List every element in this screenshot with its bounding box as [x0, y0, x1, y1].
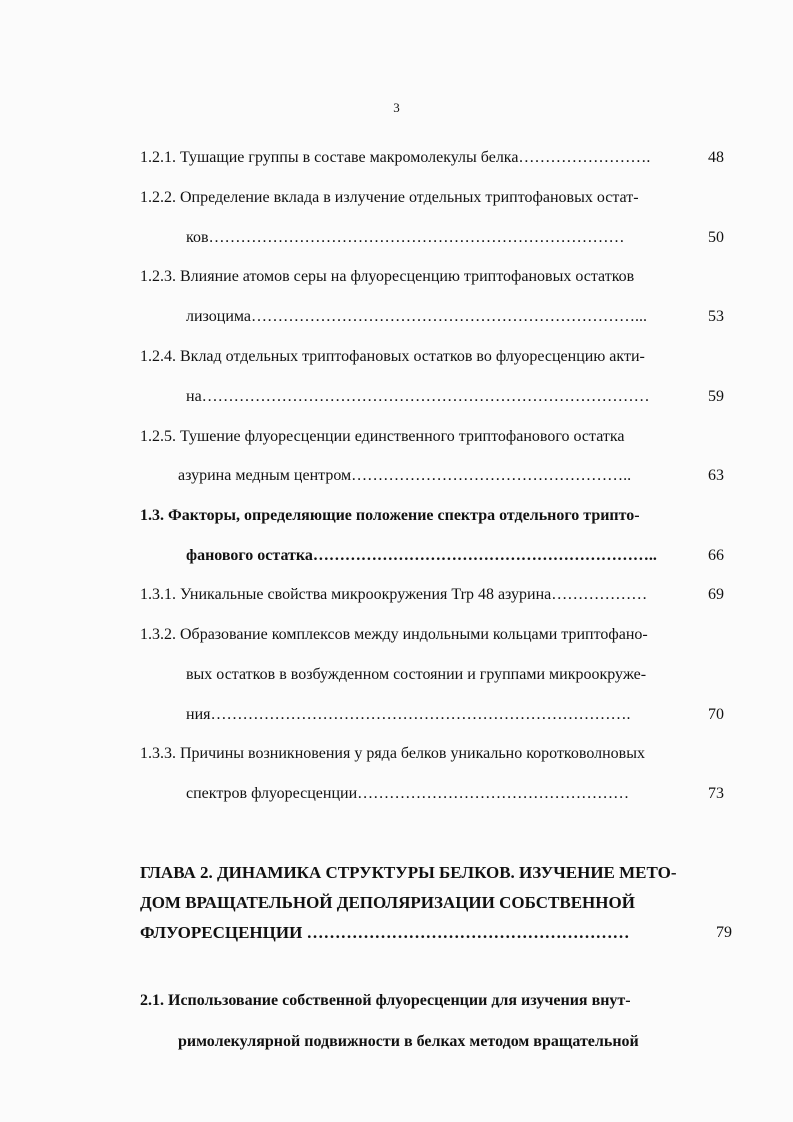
toc-page-1-2-2: 50	[708, 229, 724, 246]
toc-entry-1-2-3-cont[interactable]: лизоцима………………………………………………………………...	[186, 308, 648, 325]
toc-page-chapter-2: 79	[716, 924, 732, 941]
toc-entry-1-3-2[interactable]: 1.3.2. Образование комплексов между индольными кольцами триптофано-	[140, 626, 648, 643]
toc-entry-1-2-2-cont[interactable]: ков……………………………………………………………………	[186, 229, 625, 246]
toc-chapter-2-cont1[interactable]: ДОМ ВРАЩАТЕЛЬНОЙ ДЕПОЛЯРИЗАЦИИ СОБСТВЕННОЙ	[140, 893, 635, 912]
toc-page-1-3-1: 69	[708, 586, 724, 603]
page-number: 3	[393, 100, 400, 115]
toc-page-1-3-2: 70	[708, 706, 724, 723]
toc-entry-1-3-3[interactable]: 1.3.3. Причины возникновения у ряда белков уникально коротковолновых	[140, 745, 645, 762]
toc-entry-1-3-2-cont2[interactable]: ния…………………………………………………………………….	[186, 706, 631, 723]
toc-entry-1-3-1[interactable]: 1.3.1. Уникальные свойства микроокружения Trp 48 азурина………………	[140, 586, 648, 603]
toc-entry-1-2-5-cont[interactable]: азурина медным центром……………………………………………..	[178, 467, 632, 484]
toc-entry-1-2-5[interactable]: 1.2.5. Тушение флуоресценции единственного триптофанового остатка	[140, 428, 625, 445]
toc-page-1-2-3: 53	[708, 308, 724, 325]
toc-page-1-3-3: 73	[708, 785, 724, 802]
toc-page-1-2-5: 63	[708, 467, 724, 484]
toc-entry-1-3[interactable]: 1.3. Факторы, определяющие положение спектра отдельного трипто-	[140, 507, 640, 524]
toc-entry-1-3-3-cont[interactable]: спектров флуоресценции……………………………………………	[186, 785, 630, 802]
toc-entry-1-3-cont[interactable]: фанового остатка………………………………………………………..	[186, 547, 657, 564]
toc-page-1-2-4: 59	[708, 388, 724, 405]
toc-entry-1-2-4[interactable]: 1.2.4. Вклад отдельных триптофановых остатков во флуоресценцию акти-	[140, 348, 645, 365]
toc-chapter-2[interactable]: ГЛАВА 2. ДИНАМИКА СТРУКТУРЫ БЕЛКОВ. ИЗУЧЕНИЕ МЕТО-	[140, 863, 677, 882]
toc-entry-1-3-2-cont1[interactable]: вых остатков в возбужденном состоянии и группами микроокруже-	[186, 666, 647, 683]
toc-page-1-3: 66	[708, 547, 724, 564]
toc-entry-1-2-4-cont[interactable]: на…………………………………………………………………………	[186, 388, 650, 405]
toc-entry-2-1[interactable]: 2.1. Использование собственной флуоресценции для изучения внут-	[140, 992, 631, 1009]
toc-chapter-2-cont2[interactable]: ФЛУОРЕСЦЕНЦИИ …………………………………………………	[140, 923, 630, 942]
toc-entry-1-2-1[interactable]: 1.2.1. Тушащие группы в составе макромолекулы белка…………………….	[140, 149, 651, 166]
toc-entry-1-2-3[interactable]: 1.2.3. Влияние атомов серы на флуоресценцию триптофановых остатков	[140, 268, 635, 285]
toc-entry-2-1-cont[interactable]: римолекулярной подвижности в белках методом вращательной	[178, 1033, 639, 1050]
toc-page-1-2-1: 48	[708, 149, 724, 166]
toc-entry-1-2-2[interactable]: 1.2.2. Определение вклада в излучение отдельных триптофановых остат-	[140, 189, 639, 206]
